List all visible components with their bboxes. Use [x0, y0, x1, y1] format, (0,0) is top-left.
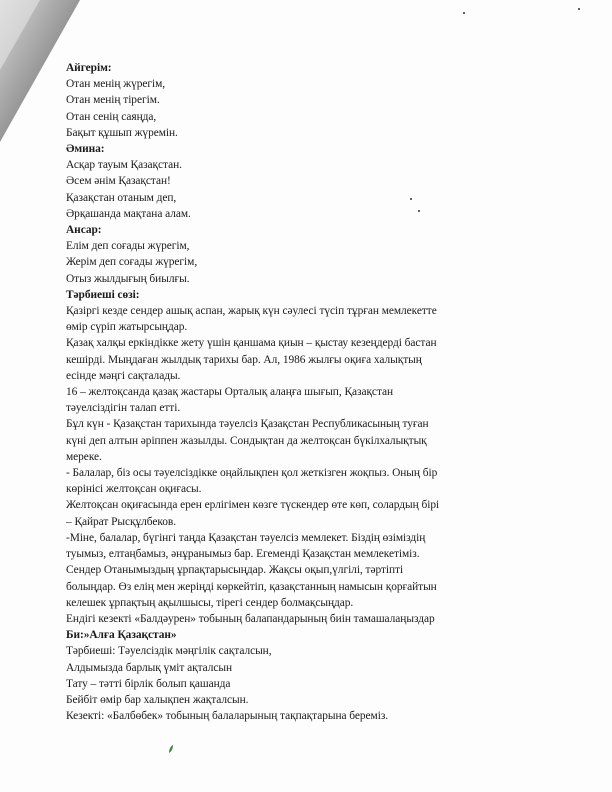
text-line: күні деп алтын әріппен жазылды. Сондықтан да желтоқсан бүкілхалықтық — [66, 434, 427, 447]
text-line: Асқар тауым Қазақстан. — [66, 159, 182, 172]
speaker-heading: Ансар: — [66, 224, 102, 237]
text-line: Отан менің тірегім. — [66, 94, 160, 107]
text-line: Қазақ халқы еркіндікке жету үшін қаншама қиын – қыстау кезеңдерді бастан — [66, 337, 437, 350]
text-line: Әрқашанда мақтана алам. — [66, 207, 191, 220]
text-line: Отан сенің саяңда, — [66, 110, 157, 123]
scan-speck — [463, 12, 465, 14]
text-line: - Балалар, біз осы тәуелсіздікке оңайлықпен қол жеткізген жоқпыз. Оның бір — [66, 467, 438, 480]
text-line: Бақыт құшып жүремін. — [66, 126, 178, 139]
text-line: Ендігі кезекті «Балдәурен» тобының балапандарының биін тамашалаңыздар — [66, 612, 435, 625]
speaker-heading: Әмина: — [66, 143, 105, 156]
scan-speck — [410, 198, 412, 200]
text-line: – Қайрат Рысқұлбеков. — [66, 515, 177, 528]
text-line: болыңдар. Өз елің мен жеріңді көркейтіп, қазақстанның намысын қорғайтын — [66, 580, 437, 593]
scan-speck — [578, 8, 580, 10]
text-line: есінде мәңгі сақталады. — [66, 369, 181, 382]
text-line: тәуелсіздігін талап етті. — [66, 402, 181, 415]
text-line: көрінісі желтоқсан оқиғасы. — [66, 483, 202, 496]
text-line: Желтоқсан оқиғасында ерен ерлігімен көзге түскендер өте көп, солардың бірі — [66, 499, 440, 512]
text-line: келешек ұрпақтың ақылшысы, тірегі сендер болмақсыңдар. — [66, 596, 354, 609]
document-text — [66, 60, 606, 724]
speaker-heading: Би:»Алға Қазақстан» — [66, 629, 177, 642]
text-line: Отыз жылдығың биылғы. — [66, 272, 190, 285]
text-line: 16 – желтоқсанда қазақ жастары Орталық алаңға шығып, Қазақстан — [66, 386, 394, 399]
text-line: Әсем әнім Қазақстан! — [66, 175, 171, 188]
text-line: Сендер Отанымыздың ұрпақтарысыңдар. Жақсы оқып,үлгілі, тәртіпті — [66, 564, 404, 577]
leaf-mark — [168, 744, 174, 754]
text-line: Елім деп соғады жүрегім, — [66, 240, 190, 253]
text-line: Тәрбиеші: Тәуелсіздік мәңгілік сақталсын, — [66, 645, 272, 658]
text-line: Отан менің жүрегім, — [66, 78, 166, 91]
text-line: туымыз, елтаңбамыз, әнұранымыз бар. Егеменді Қазақстан мемлекетіміз. — [66, 548, 420, 561]
text-line: Бұл күн - Қазақстан тарихында тәуелсіз Қазақстан Республикасының туған — [66, 418, 429, 431]
text-line: -Міне, балалар, бүгінгі таңда Қазақстан тәуелсіз мемлекет. Біздің өзіміздің — [66, 531, 426, 544]
text-line: Бейбіт өмір бар халықпен жақталсын. — [66, 693, 249, 706]
text-line: кешірді. Мыңдаған жылдық тарихы бар. Ал, 1986 жылғы оқиға халықтың — [66, 353, 422, 366]
text-line: Тату – тәтті бірлік болып қашанда — [66, 677, 231, 690]
speaker-heading: Айгерім: — [66, 62, 112, 74]
text-line: Алдымызда барлық үміт ақталсын — [66, 661, 233, 674]
scan-speck — [418, 210, 420, 212]
speaker-heading: Тәрбиеші сөзі: — [66, 288, 140, 301]
text-line: өмір сүріп жатырсыңдар. — [66, 321, 188, 334]
text-line: Қазақстан отаным деп, — [66, 191, 177, 204]
text-line: Қазіргі кезде сендер ашық аспан, жарық күн сәулесі түсіп тұрған мемлекетте — [66, 305, 437, 318]
text-line: Жерім деп соғады жүрегім, — [66, 256, 198, 269]
text-line: Кезекті: «Балбөбек» тобының балаларының тақпақтарына береміз. — [66, 710, 389, 723]
text-line: мереке. — [66, 450, 102, 463]
